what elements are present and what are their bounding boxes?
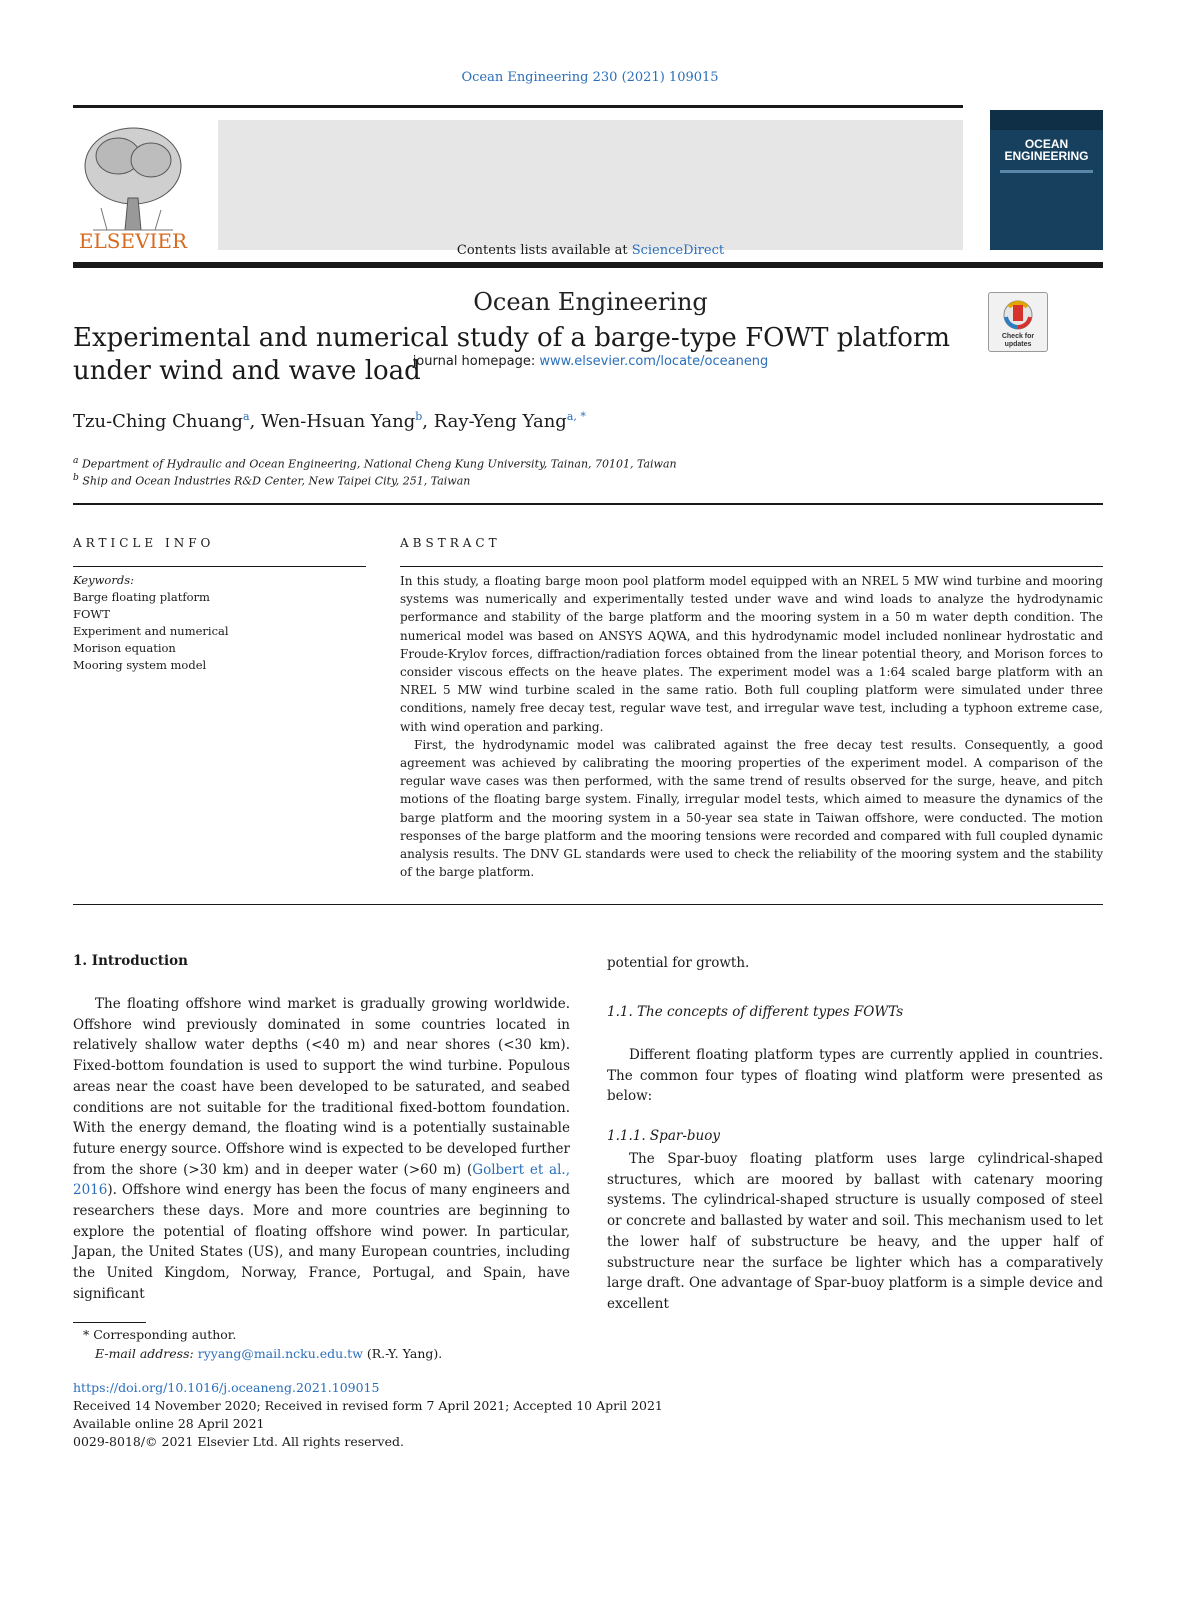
- email-link[interactable]: ryyang@mail.ncku.edu.tw: [197, 1346, 363, 1361]
- paper-title: Experimental and numerical study of a barge-type FOWT platform under wind and wave load: [73, 323, 951, 386]
- available-online: Available online 28 April 2021: [73, 1416, 265, 1431]
- spar-buoy-paragraph: [607, 1149, 1103, 1315]
- footnote-text: Corresponding author.: [93, 1327, 237, 1342]
- email-label: E-mail address:: [95, 1346, 194, 1361]
- intro-paragraph: [73, 994, 570, 1305]
- subsubsection-heading: 1.1.1. Spar-buoy: [607, 1128, 720, 1144]
- subsection-text: Different floating platform types are currently applied in countries. The common four types of floating wind platform were presented as below:: [607, 1047, 1103, 1105]
- contents-line: [218, 243, 963, 258]
- keywords-label: Keywords:: [73, 573, 134, 587]
- doi-link[interactable]: https://doi.org/10.1016/j.oceaneng.2021.109015: [73, 1380, 380, 1395]
- spar-buoy-text: The Spar-buoy floating platform uses large cylindrical-shaped structures, which are moored by ballast with catenary mooring systems. The cylindrical-shaped structure is usually composed of steel or concrete and ballasted by water and soil. This mechanism used to let the lower half of substructure be heavy, and the upper half of substructure near the surface be lighter which has a comparatively large draft. One advantage of Spar-buoy platform is a simple device and excellent: [607, 1151, 1103, 1312]
- divider: [73, 904, 1103, 905]
- divider: [73, 503, 1103, 505]
- keyword-item: Mooring system model: [73, 658, 207, 672]
- corresponding-author-note: [83, 1327, 236, 1342]
- running-head[interactable]: Ocean Engineering 230 (2021) 109015: [461, 70, 719, 85]
- journal-name: Ocean Engineering: [473, 288, 708, 316]
- author-name[interactable]: Ray-Yeng Yang: [433, 411, 567, 432]
- copyright: 0029-8018/© 2021 Elsevier Ltd. All rights reserved.: [73, 1434, 404, 1449]
- header-top-rule: [73, 105, 963, 108]
- author-name[interactable]: Wen-Hsuan Yang: [260, 411, 416, 432]
- affiliation-text: Department of Hydraulic and Ocean Engineering, National Cheng Kung University, Tainan, 70101, Taiwan: [81, 457, 677, 471]
- author-affiliation-mark[interactable]: a: [242, 410, 250, 423]
- intro-text-end: ). Offshore wind energy has been the focus of many engineers and researchers these days. More and more countries are beginning to explore the potential of floating offshore wind power. In particular, Japan, the United States (US), and many European countries, including the United Kingdom, Norway, France, Portugal, and Spain, have significant: [73, 1182, 570, 1302]
- author-separator: ,: [422, 411, 434, 432]
- affiliation-text: Ship and Ocean Industries R&D Center, New Taipei City, 251, Taiwan: [82, 474, 471, 488]
- keyword-item: Barge floating platform: [73, 590, 210, 604]
- email-suffix: (R.-Y. Yang).: [366, 1346, 443, 1361]
- abstract-heading: ABSTRACT: [400, 536, 501, 550]
- homepage-prefix: journal homepage:: [412, 354, 536, 369]
- right-column-continuation: potential for growth.: [607, 955, 750, 971]
- affiliation-a: [73, 455, 677, 471]
- subsection-paragraph: [607, 1045, 1103, 1107]
- author-affiliation-mark[interactable]: b: [415, 410, 423, 423]
- article-info-heading: ARTICLE INFO: [73, 536, 215, 550]
- keyword-item: Morison equation: [73, 641, 176, 655]
- crossmark-button[interactable]: [988, 292, 1048, 352]
- sciencedirect-link[interactable]: ScienceDirect: [631, 243, 725, 258]
- footnote-rule: [73, 1322, 146, 1323]
- author-affiliation-mark[interactable]: a, *: [566, 410, 586, 423]
- cover-title: OCEAN ENGINEERING: [1004, 137, 1089, 163]
- subsection-heading: 1.1. The concepts of different types FOWTs: [607, 1004, 904, 1020]
- author-separator: ,: [249, 411, 261, 432]
- elsevier-tree-icon: [73, 118, 193, 253]
- elsevier-logo[interactable]: [73, 118, 193, 253]
- journal-cover-icon: [990, 110, 1103, 250]
- author-list: [73, 410, 586, 432]
- section-heading: 1. Introduction: [73, 953, 188, 969]
- divider: [400, 566, 1103, 567]
- divider: [73, 566, 366, 567]
- keyword-item: FOWT: [73, 607, 110, 621]
- affiliation-mark: b: [73, 472, 79, 483]
- abstract-paragraph: In this study, a floating barge moon pool platform model equipped with an NREL 5 MW wind turbine and mooring systems was numerically and experimentally tested under wave and wind loads to analyze the hydrodynamic performance and stability of the barge platform and the mooring system in a 50 m water depth condition. The numerical model was based on ANSYS AQWA, and this hydrodynamic model included nonlinear hydrostatic and Froude-Krylov forces, diffraction/radiation forces obtained from the linear potential theory, and Morison forces to consider viscous effects on the heave plates. The experiment model was a 1:64 scaled barge platform with an NREL 5 MW wind turbine scaled in the same ratio. Both full coupling platform were simulated under three conditions, namely free decay test, regular wave test, and irregular wave test, including a typhoon extreme case, with wind operation and parking.: [400, 574, 1103, 734]
- svg-text:updates: updates: [1004, 341, 1032, 348]
- crossmark-icon: [989, 293, 1047, 351]
- journal-homepage-link[interactable]: www.elsevier.com/locate/oceaneng: [539, 354, 769, 369]
- footnote-mark: *: [83, 1327, 90, 1342]
- svg-text:ELSEVIER: ELSEVIER: [78, 229, 188, 253]
- received-dates: Received 14 November 2020; Received in revised form 7 April 2021; Accepted 10 April 2021: [73, 1398, 663, 1413]
- header-bottom-rule: [73, 262, 1103, 268]
- keyword-item: Experiment and numerical: [73, 624, 229, 638]
- journal-cover[interactable]: [990, 110, 1103, 250]
- affiliation-b: [73, 472, 470, 488]
- svg-text:Check for: Check for: [1001, 333, 1035, 340]
- abstract-paragraph: First, the hydrodynamic model was calibrated against the free decay test results. Consequently, a good agreement was achieved by calibrating the mooring properties of the experiment model. A comparison of the regular wave cases was then performed, with the same trend of results observed for the surge, heave, and pitch motions of the floating barge system. Finally, irregular model tests, which aimed to measure the dynamics of the barge platform and the mooring system in a 50-year sea state in Taiwan offshore, were conducted. The motion responses of the barge platform and the mooring tensions were recorded and compared with full coupled dynamic analysis results. The DNV GL standards were used to check the reliability of the mooring system and the stability of the barge platform.: [400, 737, 1103, 880]
- author-name[interactable]: Tzu-Ching Chuang: [73, 411, 243, 432]
- abstract-body: [400, 572, 1103, 881]
- contents-prefix: Contents lists available at: [456, 243, 628, 258]
- email-note: [95, 1346, 442, 1361]
- keywords-block: [73, 572, 229, 674]
- citation-link[interactable]: Golbert et al., 2016: [73, 1161, 571, 1199]
- affiliation-mark: a: [73, 455, 79, 466]
- intro-text: The floating offshore wind market is gradually growing worldwide. Offshore wind previously dominated in some countries located in relatively shallow water depths (<40 m) and near shores (<30 km). Fixed-bottom foundation is used to support the wind turbine. Populous areas near the coast have been developed to be saturated, and seabed conditions are not suitable for the traditional fixed-bottom foundation. With the energy demand, the floating wind is a potentially sustainable future energy source. Offshore wind is expected to be developed further from the shore (>30 km) and in deeper water (>60 m) (: [73, 996, 570, 1178]
